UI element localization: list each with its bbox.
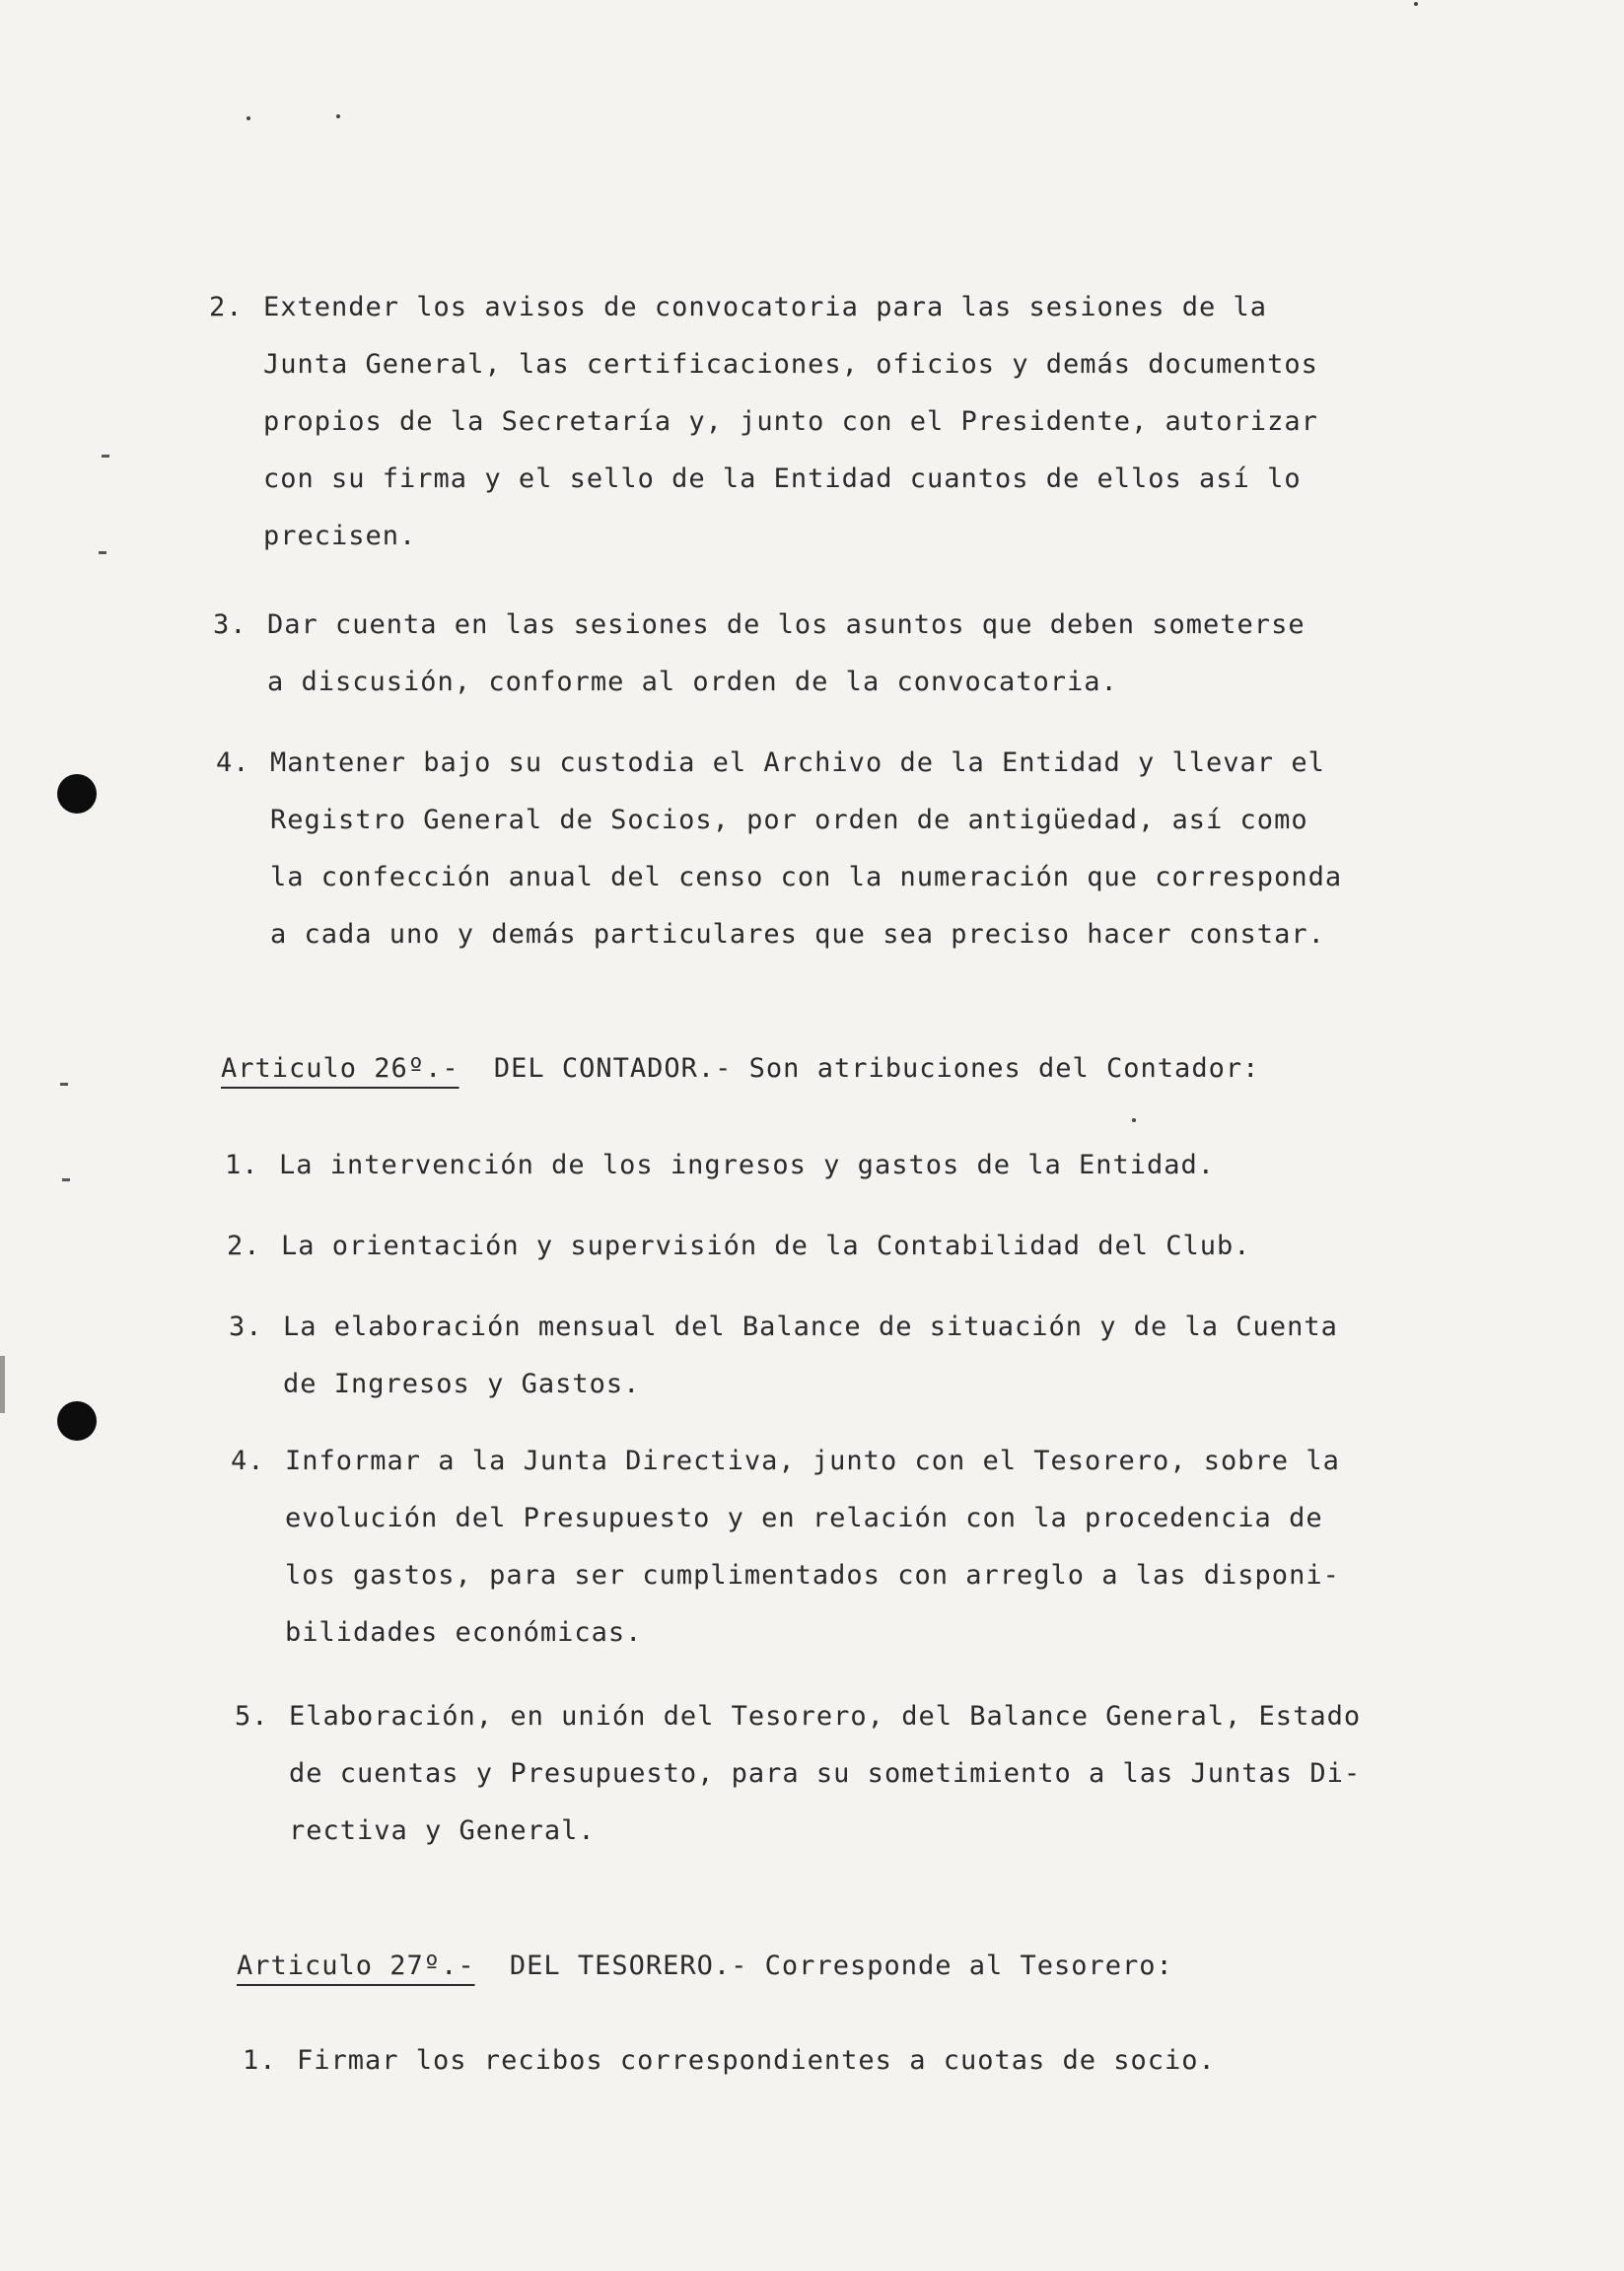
text-line: Informar a la Junta Directiva, junto con el Tesorero, sobre la — [285, 1446, 1340, 1476]
item-number: 4. — [231, 1446, 265, 1476]
article-title: DEL TESORERO.- Corresponde al Tesorero: — [509, 1951, 1173, 1981]
item-number: 1. — [225, 1150, 259, 1180]
punch-hole-bottom — [57, 1401, 97, 1441]
text-line: con su firma y el sello de la Entidad cuantos de ellos así lo — [263, 463, 1302, 494]
scan-speck — [62, 1178, 70, 1181]
item-text — [279, 1137, 1541, 1194]
item-number: 2. — [227, 1231, 261, 1261]
text-line: Registro General de Socios, por orden de antigüedad, así como — [270, 805, 1308, 835]
text-line: de cuentas y Presupuesto, para su sometimiento a las Juntas Di- — [289, 1758, 1362, 1789]
text-line: Mantener bajo su custodia el Archivo de la Entidad y llevar el — [270, 747, 1325, 778]
article-27-heading — [237, 1951, 1173, 1981]
scan-edge-mark — [0, 1356, 5, 1413]
text-line: Elaboración, en unión del Tesorero, del Balance General, Estado — [289, 1701, 1362, 1732]
scan-speck — [60, 1083, 68, 1086]
text-line: Dar cuenta en las sesiones de los asuntos que deben someterse — [267, 609, 1306, 640]
text-line: de Ingresos y Gastos. — [283, 1369, 641, 1399]
article-26-heading — [221, 1053, 1259, 1084]
text-line: propios de la Secretaría y, junto con el Presidente, autorizar — [263, 406, 1318, 437]
text-line: La elaboración mensual del Balance de situación y de la Cuenta — [283, 1312, 1338, 1342]
scan-speck — [1132, 1118, 1136, 1122]
item-number: 3. — [229, 1312, 263, 1342]
item-text — [267, 597, 1529, 711]
article-number: Articulo 27º.- — [237, 1951, 475, 1981]
text-line: La intervención de los ingresos y gastos de la Entidad. — [279, 1150, 1216, 1180]
scan-speck — [99, 551, 106, 554]
item-text — [263, 279, 1525, 565]
item-text — [285, 1433, 1547, 1662]
text-line: Firmar los recibos correspondientes a cuotas de socio. — [297, 2045, 1216, 2076]
scan-speck — [1414, 2, 1418, 6]
item-text — [281, 1218, 1543, 1275]
item-number: 2. — [209, 292, 244, 322]
text-line: la confección anual del censo con la numeración que corresponda — [270, 862, 1343, 892]
item-number: 3. — [213, 609, 247, 640]
text-line: Junta General, las certificaciones, oficios y demás documentos — [263, 349, 1318, 380]
text-line: a cada uno y demás particulares que sea preciso hacer constar. — [270, 919, 1325, 950]
item-text — [297, 2032, 1559, 2090]
item-text — [289, 1688, 1551, 1860]
text-line: rectiva y General. — [289, 1815, 596, 1846]
text-line: a discusión, conforme al orden de la convocatoria. — [267, 667, 1118, 697]
article-title: DEL CONTADOR.- Son atribuciones del Contador: — [493, 1053, 1260, 1084]
text-line: precisen. — [263, 521, 417, 551]
text-line: Extender los avisos de convocatoria para las sesiones de la — [263, 292, 1268, 322]
item-text — [283, 1299, 1545, 1413]
text-line: los gastos, para ser cumplimentados con arreglo a las disponi- — [285, 1560, 1340, 1591]
punch-hole-top — [57, 774, 97, 814]
scan-speck — [247, 116, 250, 120]
item-number: 1. — [243, 2045, 277, 2076]
item-number: 5. — [235, 1701, 269, 1732]
scan-speck — [102, 455, 109, 458]
article-number: Articulo 26º.- — [221, 1053, 459, 1084]
item-text — [270, 735, 1532, 963]
item-number: 4. — [216, 747, 250, 778]
scan-speck — [336, 114, 340, 118]
text-line: La orientación y supervisión de la Contabilidad del Club. — [281, 1231, 1251, 1261]
text-line: evolución del Presupuesto y en relación con la procedencia de — [285, 1503, 1323, 1533]
text-line: bilidades económicas. — [285, 1617, 643, 1648]
